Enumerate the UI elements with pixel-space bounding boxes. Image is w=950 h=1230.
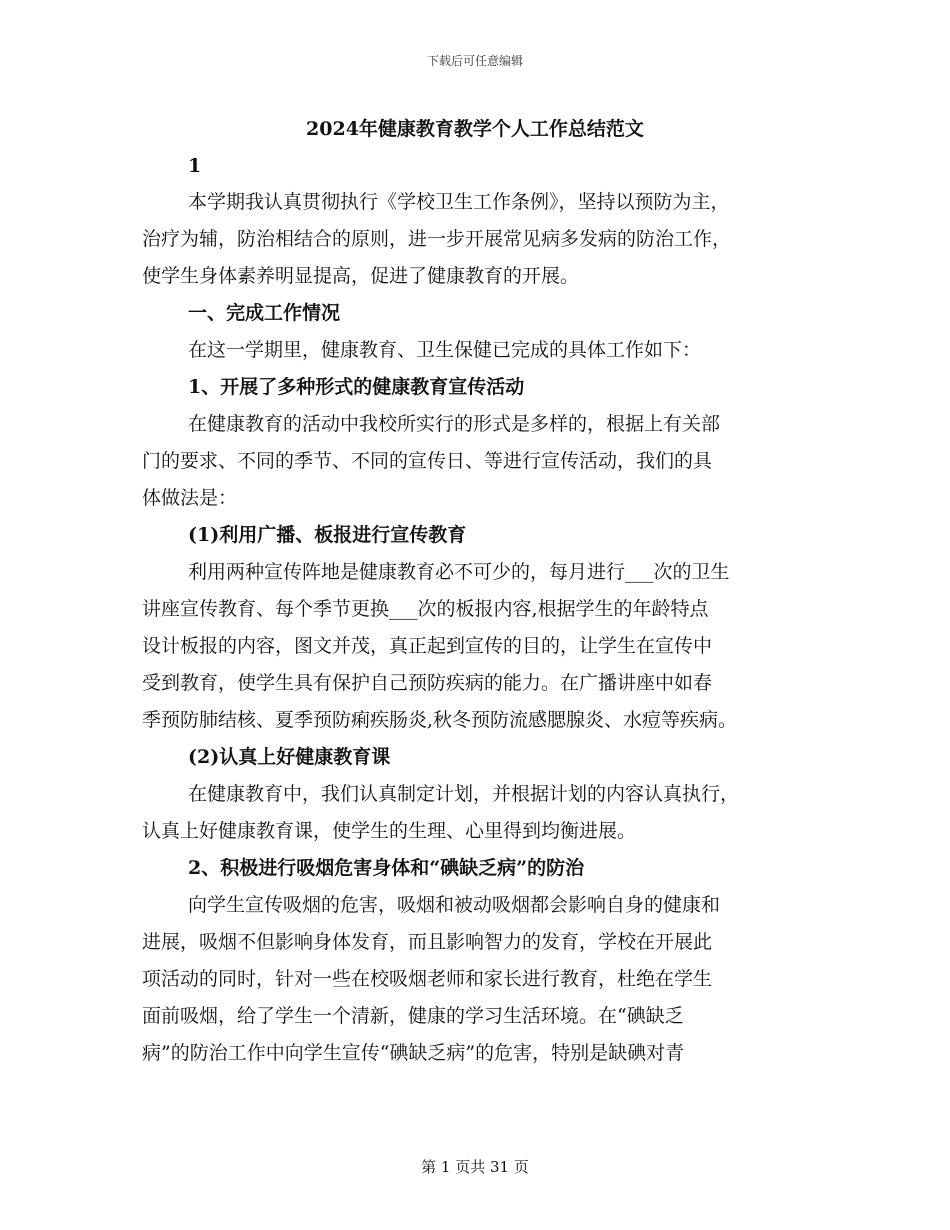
heading-smoking-iodine: 2、积极进行吸烟危害身体和“碘缺乏病”的防治 bbox=[188, 857, 585, 879]
section-number: 1 bbox=[188, 155, 202, 177]
paragraph-line: 认真上好健康教育课，使学生的生理、心里得到均衡进展。 bbox=[142, 820, 637, 842]
heading-broadcast-blackboard: (1)利用广播、板报进行宣传教育 bbox=[188, 524, 467, 546]
paragraph-line: 受到教育，使学生具有保护自己预防疾病的能力。在广播讲座中如春 bbox=[142, 672, 713, 694]
paragraph-line: 面前吸烟，给了学生一个清新，健康的学习生活环境。在“碘缺乏 bbox=[142, 1005, 684, 1027]
paragraph-line: 讲座宣传教育、每个季节更换___次的板报内容,根据学生的年龄特点 bbox=[142, 598, 709, 620]
document-title: 2024年健康教育教学个人工作总结范文 bbox=[306, 118, 644, 140]
paragraph-line: 在健康教育中，我们认真制定计划，并根据计划的内容认真执行， bbox=[188, 783, 740, 805]
paragraph-line: 治疗为辅，防治相结合的原则，进一步开展常见病多发病的防治工作， bbox=[142, 228, 732, 250]
paragraph-line: 季预防肺结核、夏季预防痢疾肠炎,秋冬预防流感腮腺炎、水痘等疾病。 bbox=[142, 709, 738, 731]
paragraph-line: 项活动的同时，针对一些在校吸烟老师和家长进行教育，杜绝在学生 bbox=[142, 968, 713, 990]
paragraph-line: 体做法是： bbox=[142, 487, 238, 509]
paragraph-line: 在这一学期里，健康教育、卫生保健已完成的具体工作如下： bbox=[188, 339, 702, 361]
paragraph-line: 门的要求、不同的季节、不同的宣传日、等进行宣传活动，我们的具 bbox=[142, 450, 713, 472]
paragraph-line: 使学生身体素养明显提高，促进了健康教育的开展。 bbox=[142, 265, 580, 287]
paragraph-line: 在健康教育的活动中我校所实行的形式是多样的，根据上有关部 bbox=[188, 413, 721, 435]
paragraph-line: 病”的防治工作中向学生宣传“碘缺乏病”的危害，特别是缺碘对青 bbox=[142, 1042, 685, 1064]
heading-publicity-activities: 1、开展了多种形式的健康教育宣传活动 bbox=[188, 376, 525, 398]
page-header: 下载后可任意编辑 bbox=[426, 54, 523, 68]
paragraph-line: 向学生宣传吸烟的危害，吸烟和被动吸烟都会影响自身的健康和 bbox=[188, 894, 721, 916]
paragraph-line: 设计板报的内容，图文并茂，真正起到宣传的目的，让学生在宣传中 bbox=[142, 635, 713, 657]
heading-health-class: (2)认真上好健康教育课 bbox=[188, 746, 391, 768]
paragraph-line: 本学期我认真贯彻执行《学校卫生工作条例》，坚持以预防为主， bbox=[188, 191, 730, 213]
page-footer: 第 1 页共 31 页 bbox=[421, 1158, 529, 1176]
paragraph-line: 进展，吸烟不但影响身体发育，而且影响智力的发育，学校在开展此 bbox=[142, 931, 713, 953]
heading-completed-work: 一、完成工作情况 bbox=[188, 302, 341, 324]
paragraph-line: 利用两种宣传阵地是健康教育必不可少的，每月进行___次的卫生 bbox=[188, 561, 730, 583]
